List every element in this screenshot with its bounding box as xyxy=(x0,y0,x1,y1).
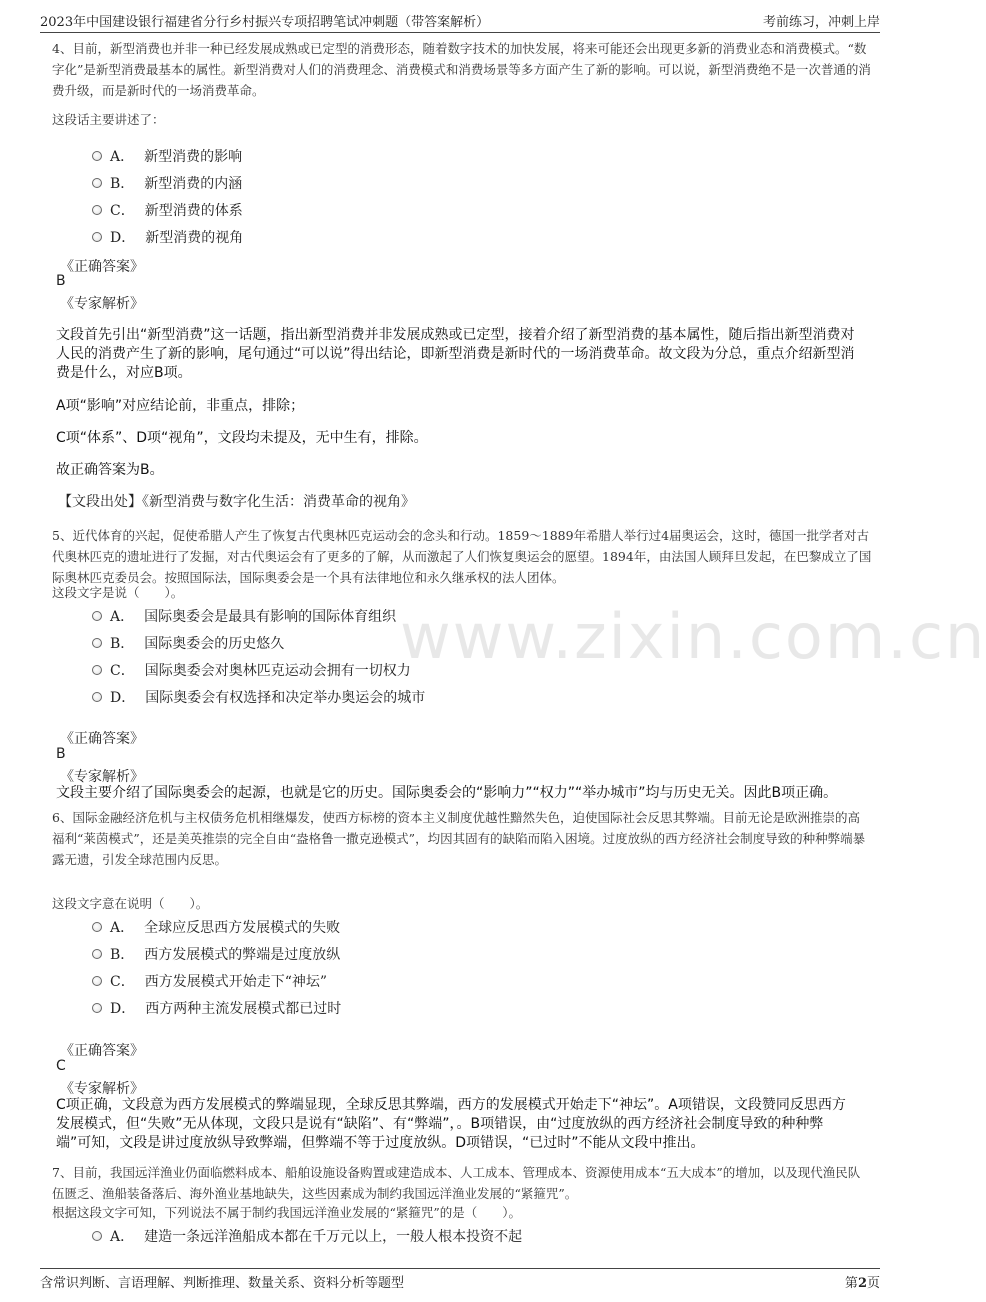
q4-option-c[interactable]: C． 新型消费的体系 xyxy=(92,200,243,220)
q6-answer: C xyxy=(56,1058,66,1074)
question-6-text: 6、国际金融经济危机与主权债务危机相继爆发，使西方标榜的资本主义制度优越性黯然失色，迫使国际社会反思其弊端。目前无论是欧洲推崇的高福利“莱茵模式”，还是美英推崇的完全自由“盎格鲁一撒克逊模式”，均因其固有的缺陷而陷入困境。过度放纵的西方经济社会制度导致的种种弊端暴露无遗，引发全球范围内反思。 xyxy=(52,810,866,867)
q4-analysis-2: A项“影响”对应结论前，非重点，排除； xyxy=(56,398,305,414)
q4-analysis-3: C项“体系”、D项“视角”，文段均未提及，无中生有，排除。 xyxy=(56,430,428,446)
footer-subjects: 含常识判断、言语理解、判断推理、数量关系、资料分析等题型 xyxy=(40,1276,405,1291)
q7-option-a[interactable]: A． 建造一条远洋渔船成本都在千万元以上，一般人根本投资不起 xyxy=(92,1226,522,1246)
q5-analysis-1: 文段主要介绍了国际奥委会的起源，也就是它的历史。国际奥委会的“影响力”“权力”“举办城市”均与历史无关。因此B项正确。 xyxy=(56,785,838,801)
q6-analysis-label: 《专家解析》 xyxy=(60,1081,144,1097)
question-7-stem: 根据这段文字可知，下列说法不属于制约我国远洋渔业发展的“紧箍咒”的是（ ）。 xyxy=(52,1205,522,1220)
q6-option-c[interactable]: C． 西方发展模式开始走下“神坛” xyxy=(92,971,327,991)
question-4-text: 4、目前，新型消费也并非一种已经发展成熟或已定型的消费形态，随着数字技术的加快发展，将来可能还会出现更多新的消费业态和消费模式。“数字化”是新型消费最基本的属性。新型消费对人们的消费理念、消费模式和消费场景等多方面产生了新的影响。可以说，新型消费绝不是一次普通的消费升级，而是新时代的一场消费革命。 xyxy=(52,41,871,98)
q4-analysis-label: 《专家解析》 xyxy=(60,296,144,312)
question-6-stem: 这段文字意在说明（ ）。 xyxy=(52,896,209,911)
radio-icon[interactable] xyxy=(92,205,102,215)
question-5-text: 5、近代体育的兴起，促使希腊人产生了恢复古代奥林匹克运动会的念头和行动。1859～1889年希腊人举行过4届奥运会，这时，德国一批学者对古代奥林匹克的遗址进行了发掘，对古代奥运会有了更多的了解，从而激起了人们恢复奥运会的愿望。1894年，由法国人顾拜旦发起，在巴黎成立了国际奥林匹克委员会。按照国际法，国际奥委会是一个具有法律地位和永久继承权的法人团体。 xyxy=(52,528,872,585)
q5-analysis-label: 《专家解析》 xyxy=(60,769,144,785)
radio-icon[interactable] xyxy=(92,665,102,675)
q5-answer: B xyxy=(56,746,66,762)
q5-answer-label: 《正确答案》 xyxy=(60,731,144,747)
q4-analysis-4: 故正确答案为B。 xyxy=(56,462,164,478)
q4-option-a[interactable]: A． 新型消费的影响 xyxy=(92,146,242,166)
page-header xyxy=(40,8,880,33)
watermark: www.zixin.com.cn xyxy=(400,600,986,673)
q6-analysis-1: C项正确，文段意为西方发展模式的弊端显现，全球反思其弊端，西方的发展模式开始走下“神坛”。A项错误，文段赞同反思西方发展模式，但“失败”无从体现，文段只是说有“缺陷”、有“弊端”，。B项错误，由“过度放纵的西方经济社会制度导致的种种弊端”可知，文段是讲过度放纵导致弊端，但弊端不等于过度放纵。D项错误，“已过时”不能从文段中推出。 xyxy=(56,1097,846,1151)
q6-option-a[interactable]: A． 全球应反思西方发展模式的失败 xyxy=(92,917,340,937)
radio-icon[interactable] xyxy=(92,232,102,242)
radio-icon[interactable] xyxy=(92,922,102,932)
q4-answer: B xyxy=(56,273,66,289)
question-7-text: 7、目前，我国远洋渔业仍面临燃料成本、船舶设施设备购置或建造成本、人工成本、管理成本、资源使用成本“五大成本”的增加，以及现代渔民队伍匮乏、渔船装备落后、海外渔业基地缺失，这些因素成为制约我国远洋渔业发展的“紧箍咒”。 xyxy=(52,1165,861,1201)
q4-answer-label: 《正确答案》 xyxy=(60,259,144,275)
radio-icon[interactable] xyxy=(92,611,102,621)
question-5-stem: 这段文字是说（ ）。 xyxy=(52,585,184,600)
q4-source: 【文段出处】《新型消费与数字化生活：消费革命的视角》 xyxy=(58,494,415,510)
page-number: 第2页 xyxy=(844,1276,880,1291)
q5-option-a[interactable]: A． 国际奥委会是最具有影响的国际体育组织 xyxy=(92,606,396,626)
q6-option-b[interactable]: B． 西方发展模式的弊端是过度放纵 xyxy=(92,944,340,964)
q5-option-b[interactable]: B． 国际奥委会的历史悠久 xyxy=(92,633,284,653)
q4-analysis-1: 文段首先引出“新型消费”这一话题，指出新型消费并非发展成熟或已定型，接着介绍了新型消费的基本属性，随后指出新型消费对人民的消费产生了新的影响，尾句通过“可以说”得出结论，即新型消费是新时代的一场消费革命。故文段为分总，重点介绍新型消费是什么，对应B项。 xyxy=(56,327,855,381)
radio-icon[interactable] xyxy=(92,1003,102,1013)
radio-icon[interactable] xyxy=(92,976,102,986)
q6-answer-label: 《正确答案》 xyxy=(60,1043,144,1059)
radio-icon[interactable] xyxy=(92,1231,102,1241)
question-4-stem: 这段话主要讲述了： xyxy=(52,112,165,127)
radio-icon[interactable] xyxy=(92,949,102,959)
q5-option-d[interactable]: D． 国际奥委会有权选择和决定举办奥运会的城市 xyxy=(92,687,425,707)
radio-icon[interactable] xyxy=(92,151,102,161)
header-slogan: 考前练习，冲刺上岸 xyxy=(762,15,880,30)
q4-option-d[interactable]: D． 新型消费的视角 xyxy=(92,227,243,247)
radio-icon[interactable] xyxy=(92,638,102,648)
radio-icon[interactable] xyxy=(92,692,102,702)
q5-option-c[interactable]: C． 国际奥委会对奥林匹克运动会拥有一切权力 xyxy=(92,660,411,680)
q4-option-b[interactable]: B． 新型消费的内涵 xyxy=(92,173,242,193)
page-footer xyxy=(40,1268,880,1294)
document-title: 2023年中国建设银行福建省分行乡村振兴专项招聘笔试冲刺题（带答案解析） xyxy=(40,15,490,30)
radio-icon[interactable] xyxy=(92,178,102,188)
q6-option-d[interactable]: D． 西方两种主流发展模式都已过时 xyxy=(92,998,341,1018)
